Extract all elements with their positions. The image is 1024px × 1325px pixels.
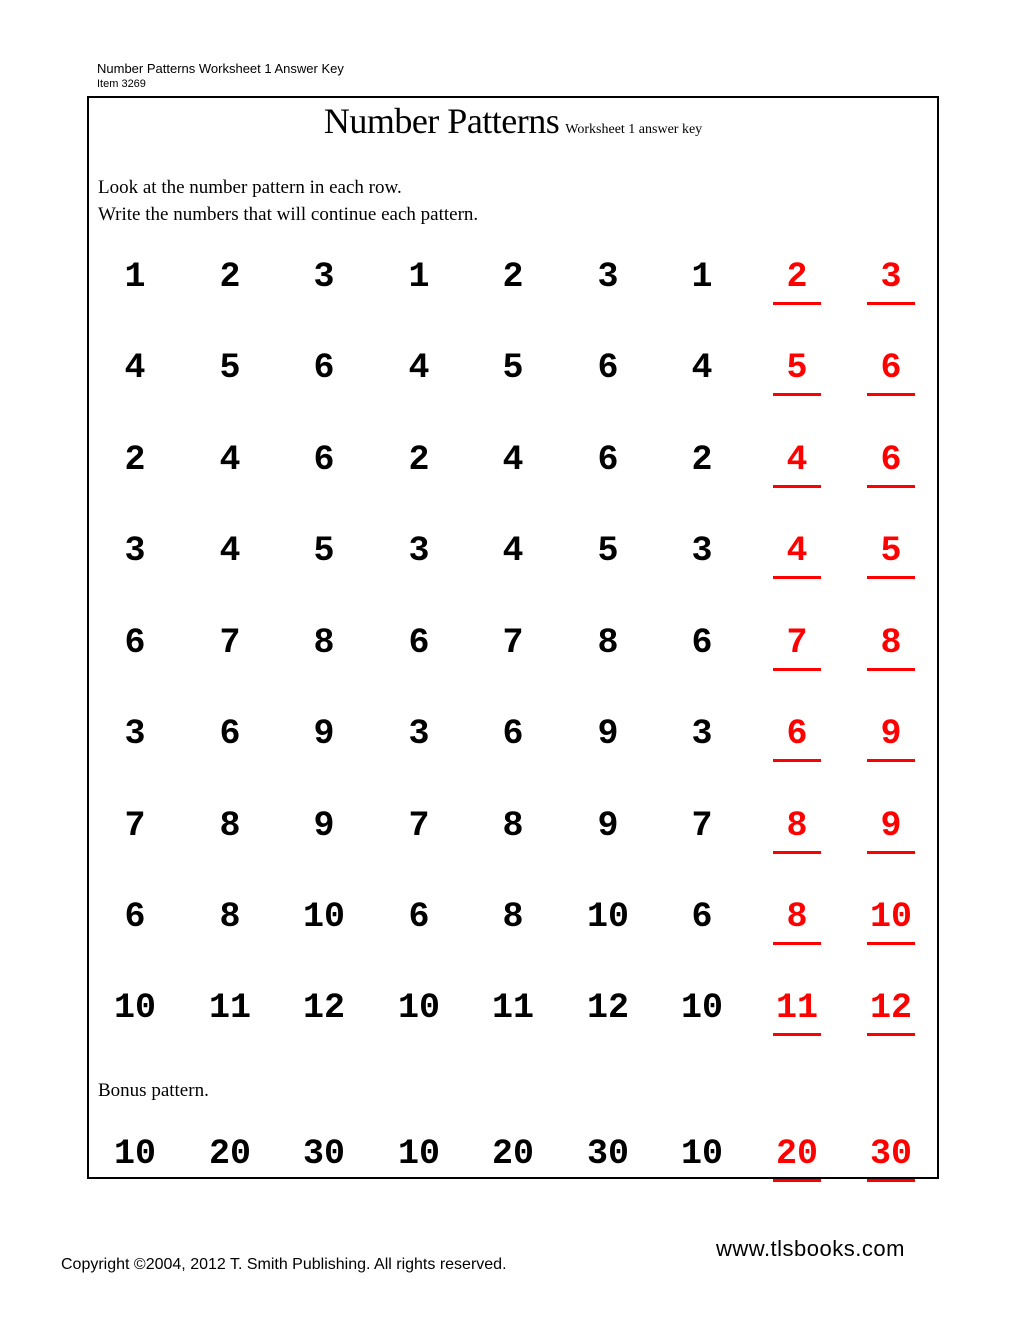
pattern-number: 4 — [124, 348, 146, 388]
bonus-pattern-row — [89, 1132, 937, 1176]
answer-number: 2 — [757, 255, 837, 299]
answer-number: 6 — [851, 438, 931, 482]
footer-copyright: Copyright ©2004, 2012 T. Smith Publishing. All rights reserved. — [61, 1256, 507, 1273]
pattern-number: 6 — [597, 440, 619, 480]
pattern-number: 3 — [124, 531, 146, 571]
pattern-number: 3 — [408, 531, 430, 571]
answer-number: 10 — [851, 895, 931, 939]
pattern-number: 3 — [124, 714, 146, 754]
pattern-number: 10 — [680, 988, 723, 1028]
pattern-number: 2 — [408, 440, 430, 480]
pattern-number: 20 — [208, 1134, 251, 1174]
pattern-number: 9 — [597, 714, 619, 754]
pattern-row — [89, 986, 937, 1030]
pattern-number: 6 — [313, 348, 335, 388]
pattern-number: 11 — [491, 988, 534, 1028]
pattern-rows — [89, 98, 937, 1177]
pattern-row — [89, 621, 937, 665]
pattern-number: 5 — [502, 348, 524, 388]
pattern-number: 7 — [691, 806, 713, 846]
pattern-number: 4 — [408, 348, 430, 388]
instruction-line: Write the numbers that will continue each pattern. — [98, 204, 479, 225]
footer-url: www.tlsbooks.com — [716, 1236, 905, 1261]
pattern-row — [89, 804, 937, 848]
answer-number: 8 — [757, 895, 837, 939]
pattern-number: 2 — [124, 440, 146, 480]
pattern-number: 6 — [691, 897, 713, 937]
pattern-number: 3 — [597, 257, 619, 297]
pattern-number: 10 — [397, 988, 440, 1028]
pattern-number: 3 — [408, 714, 430, 754]
worksheet-frame — [87, 96, 939, 1179]
pattern-number: 6 — [502, 714, 524, 754]
pattern-number: 2 — [691, 440, 713, 480]
pattern-number: 6 — [408, 623, 430, 663]
pattern-number: 4 — [502, 440, 524, 480]
pattern-row — [89, 529, 937, 573]
pattern-number: 10 — [397, 1134, 440, 1174]
pattern-number: 6 — [408, 897, 430, 937]
pattern-number: 6 — [219, 714, 241, 754]
pattern-number: 3 — [313, 257, 335, 297]
pattern-number: 20 — [491, 1134, 534, 1174]
instruction-line: Look at the number pattern in each row. — [98, 177, 402, 198]
pattern-number: 8 — [219, 806, 241, 846]
pattern-number: 2 — [502, 257, 524, 297]
answer-number: 6 — [851, 346, 931, 390]
pattern-number: 10 — [302, 897, 345, 937]
answer-number: 11 — [757, 986, 837, 1030]
answer-number: 8 — [851, 621, 931, 665]
pattern-number: 5 — [597, 531, 619, 571]
pattern-number: 11 — [208, 988, 251, 1028]
pattern-number: 6 — [124, 623, 146, 663]
answer-number: 9 — [851, 712, 931, 756]
worksheet-subtitle: Worksheet 1 answer key — [565, 122, 703, 137]
pattern-number: 1 — [124, 257, 146, 297]
pattern-number: 10 — [113, 1134, 156, 1174]
pattern-row — [89, 712, 937, 756]
pattern-number: 9 — [313, 806, 335, 846]
pattern-number: 8 — [219, 897, 241, 937]
pattern-number: 1 — [408, 257, 430, 297]
answer-number: 5 — [757, 346, 837, 390]
pattern-number: 6 — [313, 440, 335, 480]
pattern-number: 9 — [313, 714, 335, 754]
answer-number: 5 — [851, 529, 931, 573]
pattern-number: 5 — [219, 348, 241, 388]
pattern-number: 6 — [124, 897, 146, 937]
pattern-number: 7 — [219, 623, 241, 663]
answer-number: 20 — [757, 1132, 837, 1176]
pattern-number: 8 — [313, 623, 335, 663]
pattern-row — [89, 346, 937, 390]
pattern-number: 1 — [691, 257, 713, 297]
pattern-number: 7 — [124, 806, 146, 846]
pattern-number: 10 — [680, 1134, 723, 1174]
pattern-number: 30 — [586, 1134, 629, 1174]
pattern-number: 10 — [586, 897, 629, 937]
pattern-number: 4 — [219, 440, 241, 480]
pattern-row — [89, 438, 937, 482]
answer-number: 3 — [851, 255, 931, 299]
pattern-number: 10 — [113, 988, 156, 1028]
pattern-number: 8 — [597, 623, 619, 663]
pattern-number: 12 — [586, 988, 629, 1028]
pattern-row — [89, 895, 937, 939]
bonus-label: Bonus pattern. — [98, 1080, 209, 1101]
pattern-number: 6 — [597, 348, 619, 388]
pattern-number: 7 — [502, 623, 524, 663]
answer-number: 8 — [757, 804, 837, 848]
pattern-number: 8 — [502, 806, 524, 846]
answer-number: 4 — [757, 529, 837, 573]
pattern-number: 3 — [691, 531, 713, 571]
pattern-number: 4 — [691, 348, 713, 388]
answer-number: 7 — [757, 621, 837, 665]
answer-number: 4 — [757, 438, 837, 482]
answer-number: 9 — [851, 804, 931, 848]
worksheet-title: Number Patterns — [323, 101, 560, 141]
pattern-number: 30 — [302, 1134, 345, 1174]
pattern-number: 4 — [502, 531, 524, 571]
header-title: Number Patterns Worksheet 1 Answer Key — [97, 61, 344, 76]
pattern-number: 6 — [691, 623, 713, 663]
pattern-number: 2 — [219, 257, 241, 297]
pattern-number: 7 — [408, 806, 430, 846]
answer-number: 30 — [851, 1132, 931, 1176]
pattern-number: 5 — [313, 531, 335, 571]
header-item-number: Item 3269 — [97, 78, 146, 90]
pattern-number: 3 — [691, 714, 713, 754]
pattern-number: 4 — [219, 531, 241, 571]
answer-number: 12 — [851, 986, 931, 1030]
pattern-row — [89, 255, 937, 299]
pattern-number: 9 — [597, 806, 619, 846]
pattern-number: 12 — [302, 988, 345, 1028]
pattern-number: 8 — [502, 897, 524, 937]
answer-number: 6 — [757, 712, 837, 756]
